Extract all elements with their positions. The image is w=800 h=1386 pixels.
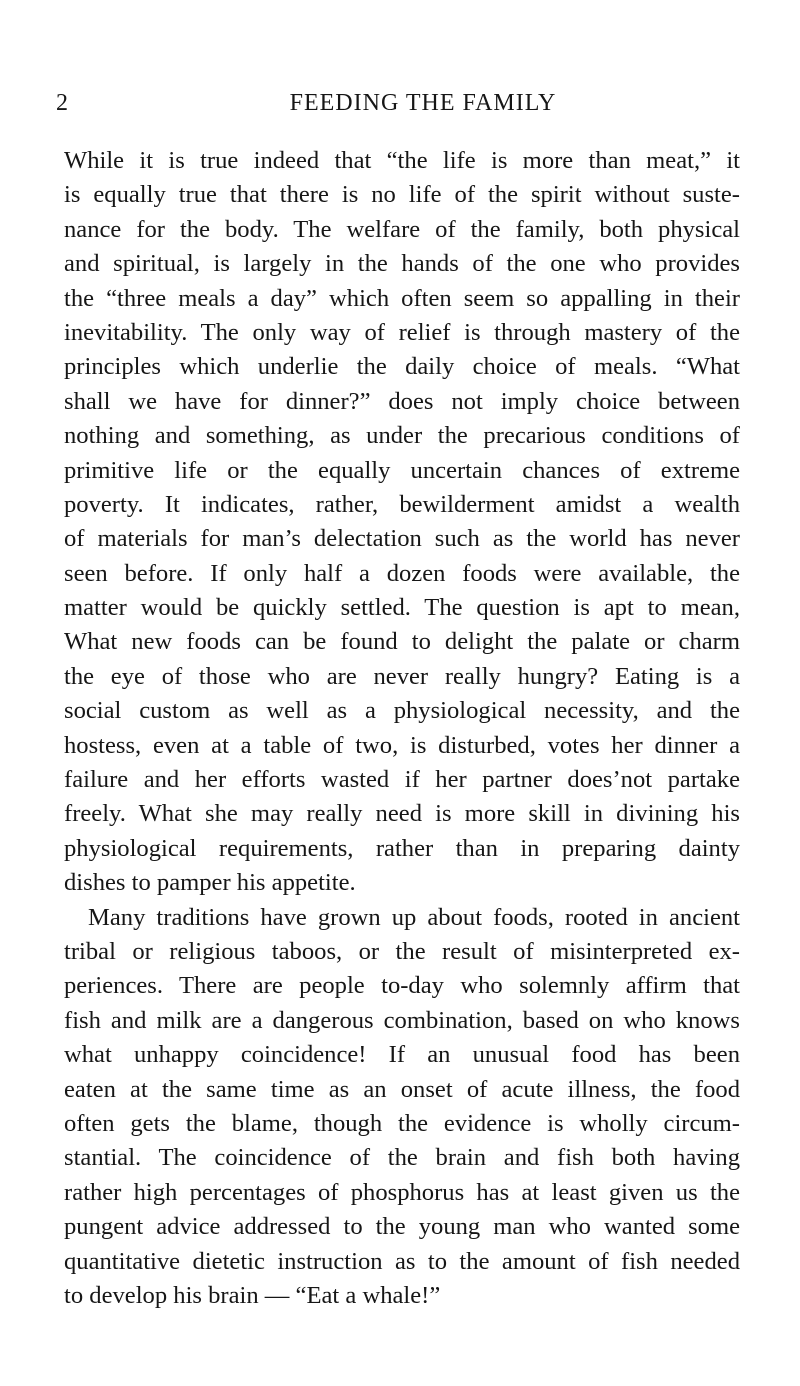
text-line: failure and her efforts wasted if her partner does’not partake: [64, 766, 740, 794]
text-line: social custom as well as a physiological necessity, and the: [64, 697, 740, 725]
text-line: periences. There are people to-day who solemnly affirm that: [64, 972, 740, 1000]
text-line: the “three meals a day” which often seem so appalling in their: [64, 284, 740, 312]
running-head: FEEDING THE FAMILY: [289, 90, 557, 116]
text-line: to develop his brain — “Eat a whale!”: [64, 1281, 441, 1309]
text-line: physiological requirements, rather than in preparing dainty: [64, 834, 740, 862]
text-line: often gets the blame, though the evidence is wholly circum-: [64, 1109, 740, 1137]
text-line: shall we have for dinner?” does not imply choice between: [64, 387, 740, 415]
text-line: inevitability. The only way of relief is through mastery of the: [64, 318, 740, 346]
text-line: principles which underlie the daily choice of meals. “What: [64, 353, 740, 381]
text-line: nance for the body. The welfare of the family, both physical: [64, 215, 740, 243]
text-line: dishes to pamper his appetite.: [64, 869, 356, 897]
paragraph-1: [64, 144, 740, 901]
page-header: [56, 88, 740, 120]
text-line: eaten at the same time as an onset of acute illness, the food: [64, 1075, 740, 1103]
text-line: hostess, even at a table of two, is disturbed, votes her dinner a: [64, 731, 740, 759]
text-line: rather high percentages of phosphorus has at least given us the: [64, 1178, 740, 1206]
text-line: stantial. The coincidence of the brain and fish both having: [64, 1144, 740, 1172]
paragraph-2: [64, 901, 740, 1314]
text-line: pungent advice addressed to the young man who wanted some: [64, 1213, 740, 1241]
text-line: the eye of those who are never really hungry? Eating is a: [64, 662, 740, 690]
text-line: While it is true indeed that “the life is more than meat,” it: [64, 147, 740, 174]
text-line: primitive life or the equally uncertain chances of extreme: [64, 456, 740, 484]
text-line: of materials for man’s delectation such as the world has never: [64, 525, 740, 553]
text-line: fish and milk are a dangerous combination, based on who knows: [64, 1006, 740, 1034]
text-line: what unhappy coincidence! If an unusual food has been: [64, 1041, 740, 1069]
text-line: freely. What she may really need is more skill in divining his: [64, 800, 740, 828]
text-line: What new foods can be found to delight the palate or charm: [64, 628, 740, 656]
body-text: [64, 144, 740, 1313]
text-line: tribal or religious taboos, or the result of misinterpreted ex-: [64, 937, 740, 965]
page-number: 2: [56, 90, 69, 116]
text-line: is equally true that there is no life of the spirit without suste-: [64, 181, 740, 209]
text-line: poverty. It indicates, rather, bewilderment amidst a wealth: [64, 490, 740, 518]
text-line: Many traditions have grown up about foods, rooted in ancient: [88, 903, 740, 931]
text-line: matter would be quickly settled. The question is apt to mean,: [64, 594, 740, 622]
text-line: seen before. If only half a dozen foods were available, the: [64, 559, 740, 587]
text-line: quantitative dietetic instruction as to the amount of fish needed: [64, 1247, 740, 1275]
text-line: nothing and something, as under the precarious conditions of: [64, 422, 740, 450]
text-line: and spiritual, is largely in the hands of the one who provides: [64, 250, 740, 278]
